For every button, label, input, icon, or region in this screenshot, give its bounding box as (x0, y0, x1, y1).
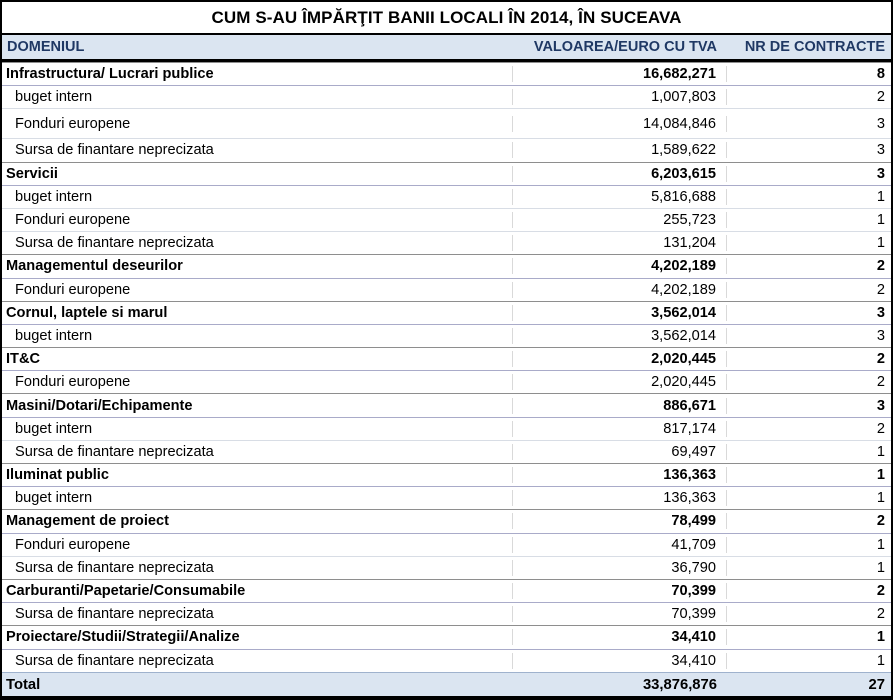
domain-cell: Iluminat public (2, 467, 513, 483)
domain-cell: Fonduri europene (2, 374, 513, 390)
contracts-cell: 1 (876, 490, 885, 507)
domain-cell: Fonduri europene (2, 116, 513, 132)
table-row (2, 208, 891, 231)
table-row (2, 370, 891, 393)
domain-cell: Sursa de finantare neprecizata (2, 606, 513, 622)
value-cell: 70,399 (513, 606, 727, 622)
column-header-domeniul: DOMENIUL (7, 39, 85, 55)
domain-cell: Fonduri europene (2, 212, 513, 228)
contracts-cell: 3 (876, 304, 885, 321)
contracts-cell: 3 (876, 397, 885, 414)
table-row (2, 254, 891, 277)
domain-cell: Carburanti/Papetarie/Consumabile (2, 583, 513, 599)
table-row (2, 278, 891, 301)
value-cell: 136,363 (513, 467, 727, 483)
value-cell: 255,723 (513, 212, 727, 228)
table-body (2, 62, 891, 696)
table-row (2, 649, 891, 672)
value-cell: 3,562,014 (513, 305, 727, 321)
table-row (2, 533, 891, 556)
table-row (2, 162, 891, 185)
value-cell: 6,203,615 (513, 166, 727, 182)
domain-cell: buget intern (2, 89, 513, 105)
value-cell: 1,589,622 (513, 142, 727, 158)
value-cell: 817,174 (513, 421, 727, 437)
domain-cell: Managementul deseurilor (2, 258, 513, 274)
domain-cell: buget intern (2, 421, 513, 437)
value-cell: 5,816,688 (513, 189, 727, 205)
table-row (2, 185, 891, 208)
value-cell: 886,671 (513, 398, 727, 414)
contracts-cell: 2 (876, 89, 885, 106)
value-cell: 136,363 (513, 490, 727, 506)
contracts-cell: 2 (876, 583, 885, 600)
table-row (2, 62, 891, 85)
table-row (2, 347, 891, 370)
total-label: Total (6, 676, 41, 693)
table-row (2, 625, 891, 648)
column-header-valoarea: VALOAREA/EURO CU TVA (533, 39, 717, 55)
total-contracts: 27 (868, 676, 885, 693)
domain-cell: Cornul, laptele si marul (2, 305, 513, 321)
value-cell: 3,562,014 (513, 328, 727, 344)
total-value: 33,876,876 (642, 676, 717, 693)
value-cell: 69,497 (513, 444, 727, 460)
contracts-cell: 2 (876, 374, 885, 391)
contracts-cell: 8 (876, 66, 885, 83)
contracts-cell: 3 (876, 165, 885, 182)
domain-cell: Sursa de finantare neprecizata (2, 560, 513, 576)
table-row (2, 486, 891, 509)
total-row (2, 672, 891, 696)
domain-cell: Infrastructura/ Lucrari publice (2, 66, 513, 82)
domain-cell: buget intern (2, 328, 513, 344)
contracts-cell: 1 (876, 629, 885, 646)
table-row (2, 85, 891, 108)
contracts-cell: 2 (876, 351, 885, 368)
table-row (2, 463, 891, 486)
value-cell: 36,790 (513, 560, 727, 576)
domain-cell: buget intern (2, 490, 513, 506)
column-header-contracte: NR DE CONTRACTE (744, 39, 885, 55)
contracts-cell: 1 (876, 235, 885, 252)
value-cell: 2,020,445 (513, 351, 727, 367)
table-row (2, 509, 891, 532)
contracts-cell: 3 (876, 115, 885, 132)
contracts-cell: 2 (876, 281, 885, 298)
contracts-cell: 1 (876, 443, 885, 460)
table-row (2, 393, 891, 416)
domain-cell: Fonduri europene (2, 282, 513, 298)
contracts-cell: 2 (876, 606, 885, 623)
value-cell: 4,202,189 (513, 258, 727, 274)
domain-cell: Fonduri europene (2, 537, 513, 553)
value-cell: 1,007,803 (513, 89, 727, 105)
value-cell: 16,682,271 (513, 66, 727, 82)
value-cell: 2,020,445 (513, 374, 727, 390)
table-row (2, 556, 891, 579)
contracts-cell: 2 (876, 513, 885, 530)
table-row (2, 324, 891, 347)
contracts-cell: 1 (876, 536, 885, 553)
contracts-cell: 2 (876, 258, 885, 275)
table-row (2, 138, 891, 161)
value-cell: 14,084,846 (513, 116, 727, 132)
table-row (2, 579, 891, 602)
table-row (2, 301, 891, 324)
domain-cell: Masini/Dotari/Echipamente (2, 398, 513, 414)
table-row (2, 417, 891, 440)
value-cell: 131,204 (513, 235, 727, 251)
contracts-cell: 1 (876, 559, 885, 576)
domain-cell: Sursa de finantare neprecizata (2, 142, 513, 158)
value-cell: 4,202,189 (513, 282, 727, 298)
table-row (2, 602, 891, 625)
value-cell: 78,499 (513, 513, 727, 529)
contracts-cell: 3 (876, 142, 885, 159)
value-cell: 34,410 (513, 629, 727, 645)
domain-cell: Servicii (2, 166, 513, 182)
contracts-cell: 3 (876, 327, 885, 344)
page-title: CUM S-AU ÎMPĂRŢIT BANII LOCALI ÎN 2014, ÎN SUCEAVA (2, 2, 891, 35)
domain-cell: buget intern (2, 189, 513, 205)
domain-cell: Sursa de finantare neprecizata (2, 444, 513, 460)
domain-cell: Sursa de finantare neprecizata (2, 653, 513, 669)
contracts-cell: 2 (876, 420, 885, 437)
contracts-cell: 1 (876, 188, 885, 205)
table-header-row (2, 35, 891, 62)
value-cell: 70,399 (513, 583, 727, 599)
domain-cell: Proiectare/Studii/Strategii/Analize (2, 629, 513, 645)
contracts-cell: 1 (876, 652, 885, 669)
domain-cell: Management de proiect (2, 513, 513, 529)
table-row (2, 440, 891, 463)
domain-cell: IT&C (2, 351, 513, 367)
contracts-cell: 1 (876, 467, 885, 484)
value-cell: 34,410 (513, 653, 727, 669)
contracts-cell: 1 (876, 212, 885, 229)
domain-cell: Sursa de finantare neprecizata (2, 235, 513, 251)
table-row (2, 108, 891, 138)
table-row (2, 231, 891, 254)
value-cell: 41,709 (513, 537, 727, 553)
